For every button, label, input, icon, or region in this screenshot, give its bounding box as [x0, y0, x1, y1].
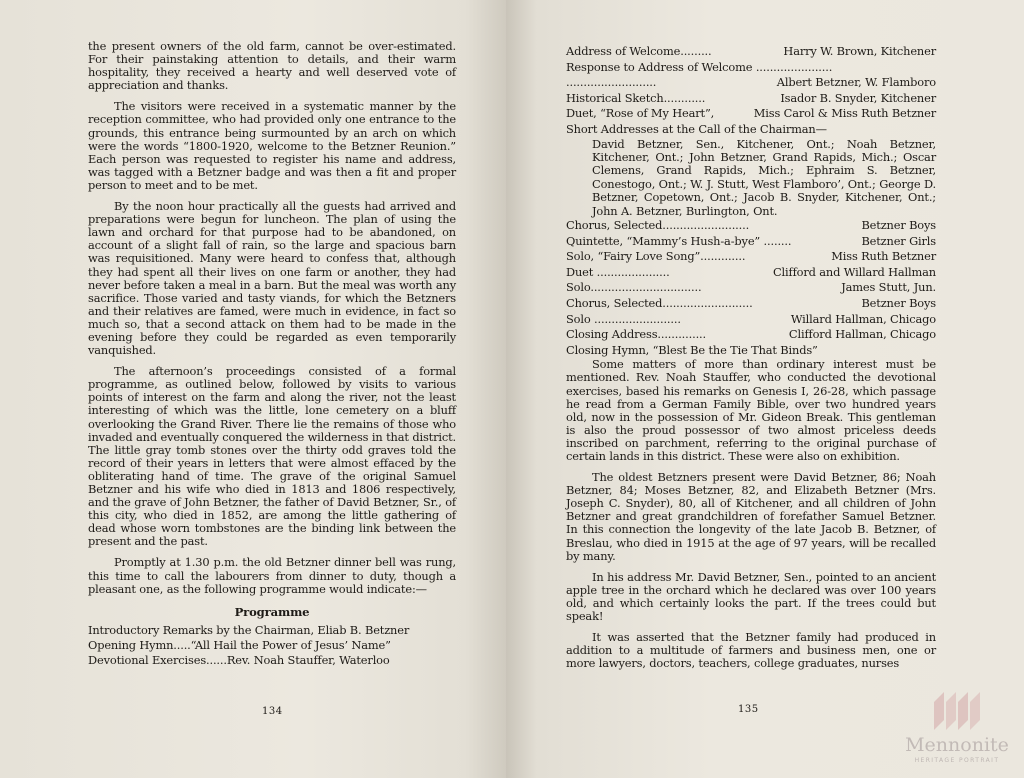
programme-item: Short Addresses at the Call of the Chairman— — [566, 121, 827, 136]
programme-item: Solo................................ James Stutt, Jun. — [566, 280, 936, 295]
programme-item: Response to Address of Welcome ...................... — [566, 59, 833, 74]
paragraph: The visitors were received in a systematic manner by the reception committee, who had provided only one entrance to the grounds, this entrance being surmounted by an arch on which were the words “1800-1920, welcome to the Betzner Reunion.” Each person was requested to register his name and address, was tagged with a Betzner badge and was then a fit and proper person to meet and to be met. — [88, 99, 456, 192]
paragraph: the present owners of the old farm, cannot be over-estimated. For their painstaking attention to details, and their warm hospitality, they received a hearty and well deserved vote of appreciation and thanks. — [88, 39, 456, 93]
programme-item: Quintette, “Mammy’s Hush-a-bye” ........ Betzner Girls — [566, 233, 936, 248]
programme-heading: Programme — [234, 604, 310, 619]
programme-item: Chorus, Selected.......................... Betzner Boys — [566, 295, 936, 310]
paragraph: The oldest Betzners present were David Betzner, 86; Noah Betzner, 84; Moses Betzner, 82, and Elizabeth Betzner (Mrs. Joseph C. Snyder), 80, all of Kitchener, and all children of John Betzner and great grandchildren of forefather Samuel Betzner. In this connection the longevity of the late Jacob B. Betzner, of Breslau, who died in 1915 at the age of 97 years, will be recalled by many. — [566, 470, 936, 563]
programme-item: Closing Hymn, “Blest Be the Tie That Binds” — [566, 342, 818, 357]
watermark-name: Mennonite — [905, 734, 1009, 756]
programme-item: .......................... Albert Betzner, W. Flamboro — [566, 75, 936, 90]
paragraph: Some matters of more than ordinary interest must be mentioned. Rev. Noah Stauffer, who conducted the devotional exercises, based his remarks on Genesis I, 26-28, which passage he read from a German Family Bible, over two hundred years old, now in the possession of Mr. Gideon Break. This gentleman is also the proud possessor of two almost priceless deeds inscribed on parchment, referring to the original purchase of certain lands in this district. These were also on exhibition. — [566, 357, 936, 463]
right-page — [506, 0, 1024, 778]
mennonite-logo-icon — [934, 692, 980, 730]
right-page-text — [566, 44, 936, 678]
left-page-text — [88, 40, 456, 668]
paragraph: In his address Mr. David Betzner, Sen., pointed to an ancient apple tree in the orchard which he declared was over 100 years old, and which certainly looks the part. If the trees could but speak! — [566, 569, 936, 624]
programme-line: Devotional Exercises......Rev. Noah Stauffer, Waterloo — [88, 653, 390, 668]
programme-item: Solo ......................... Willard Hallman, Chicago — [566, 311, 936, 326]
programme-item: Chorus, Selected......................... Betzner Boys — [566, 218, 936, 232]
short-addresses-list: David Betzner, Sen., Kitchener, Ont.; Noah Betzner, Kitchener, Ont.; John Betzner, Grand Rapids, Mich.; Oscar Clemens, Grand Rapids, Mich.; Ephraim S. Betzner, Conestogo, Ont.; W. J. Stutt, West Flamboro’, Ont.; George D. Betzner, Copetown, Ont.; Jacob B. Snyder, Kitchener, Ont.; John A. Betzner, Burlington, Ont. — [592, 136, 936, 218]
paragraph: It was asserted that the Betzner family had produced in addition to a multitude of farmers and business men, one or more lawyers, doctors, teachers, college graduates, nurses — [566, 630, 936, 671]
page-number: 135 — [738, 704, 759, 715]
paragraph: Promptly at 1.30 p.m. the old Betzner dinner bell was rung, this time to call the labourers from dinner to duty, though a pleasant one, as the following programme would indicate:— — [88, 555, 456, 596]
paragraph: By the noon hour practically all the guests had arrived and preparations were begun for luncheon. The plan of using the lawn and orchard for that purpose had to be abandoned, on account of a slight fall of rain, so the large and spacious barn was requisitioned. Many were heard to confess that, although they had spent all their lives on one farm or another, they had never before taken a meal in a barn. But the meal was worth any sacrifice. Those varied and tasty viands, for which the Betzners and their relatives are famed, were much in evidence, in fact so much so, that a second attack on them had to be made in the evening before they could be regarded as even temporarily vanquished. — [88, 199, 456, 358]
paragraph: The afternoon’s proceedings consisted of a formal programme, as outlined below, followed by visits to various points of interest on the farm and along the river, not the least interesting of which was the little, lone cemetery on a bluff overlooking the Grand River. There lie the remains of those who invaded and eventually conquered the wilderness in that district. The little gray tomb stones over the thirty odd graves told the record of their years in letters that were almost effaced by the obliterating hand of time. The grave of the original Samuel Betzner and his wife who died in 1813 and 1806 respectively, and the grave of John Betzner, the father of David Betzner, Sr., of this city, who died in 1852, are among the little gathering of dead whose worn tombstones are the binding link between the present and the past. — [88, 364, 456, 549]
left-page — [0, 0, 506, 778]
programme-item: Closing Address.............. Clifford Hallman, Chicago — [566, 327, 936, 342]
watermark-subtitle: HERITAGE PORTRAIT — [914, 757, 1000, 764]
mennonite-heritage-watermark — [902, 692, 1012, 770]
programme-item: Historical Sketch............ Isador B. Snyder, Kitchener — [566, 90, 936, 105]
programme-item: Solo, “Fairy Love Song”............. Miss Ruth Betzner — [566, 249, 936, 264]
programme-line: Opening Hymn.....“All Hail the Power of Jesus’ Name” — [88, 638, 391, 653]
programme-item: Duet, “Rose of My Heart”, Miss Carol & Miss Ruth Betzner — [566, 106, 936, 121]
programme-line: Introductory Remarks by the Chairman, Eliab B. Betzner — [88, 622, 410, 637]
programme-item: Duet ..................... Clifford and Willard Hallman — [566, 264, 936, 279]
page-number: 134 — [262, 706, 283, 717]
programme-item: Address of Welcome......... Harry W. Brown, Kitchener — [566, 44, 936, 58]
